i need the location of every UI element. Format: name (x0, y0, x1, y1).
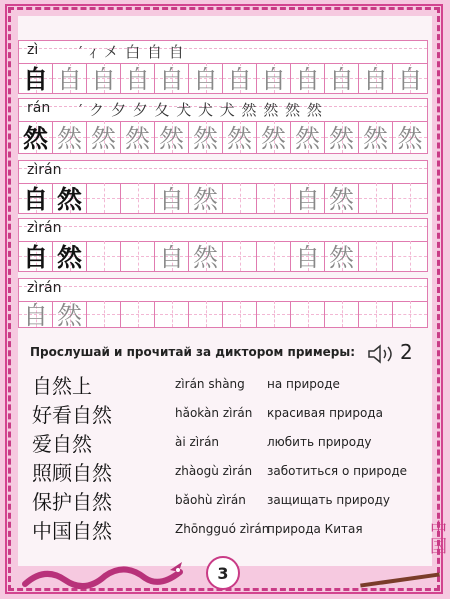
writing-cell[interactable] (121, 121, 155, 153)
cell-character: 然 (328, 185, 354, 214)
writing-cell[interactable] (223, 121, 257, 153)
cell-strip (19, 301, 427, 330)
cell-character: 然 (294, 124, 320, 153)
cell-character: 自 (22, 65, 48, 94)
writing-cell[interactable] (291, 121, 325, 153)
guide-line (19, 168, 427, 169)
cell-strip (19, 121, 427, 153)
writing-cell[interactable] (53, 121, 87, 153)
guide-line (19, 286, 427, 287)
cell-character: 然 (362, 124, 388, 153)
stroke-order: ′ ｨ 㐅 白 自 自 (79, 43, 185, 61)
writing-cell[interactable] (189, 63, 223, 93)
cell-character: 自 (124, 65, 150, 94)
cell-character: 自 (226, 65, 252, 94)
cell-character: 然 (56, 185, 82, 214)
cell-character: 然 (56, 243, 82, 272)
cell-character: 自 (397, 65, 423, 94)
cell-character: 自 (158, 185, 184, 214)
writing-cell[interactable] (325, 63, 359, 93)
writing-row (18, 40, 428, 94)
writing-cell[interactable] (19, 121, 53, 153)
writing-cell[interactable] (359, 241, 393, 271)
writing-row (18, 160, 428, 214)
row-pinyin: rán (27, 100, 51, 116)
writing-row (18, 218, 428, 272)
chinese-stamp: 中国 (426, 520, 446, 554)
example-row (32, 399, 432, 427)
cell-character: 然 (56, 301, 82, 330)
guide-line (19, 226, 427, 227)
cell-character: 自 (260, 65, 286, 94)
writing-cell[interactable] (19, 301, 53, 330)
cell-character: 自 (22, 301, 48, 330)
cell-character: 自 (362, 65, 388, 94)
writing-cell[interactable] (155, 63, 189, 93)
example-pinyin: hǎokàn zìrán (175, 406, 253, 420)
writing-cell[interactable] (223, 301, 257, 327)
writing-cell[interactable] (325, 183, 359, 213)
writing-cell[interactable] (291, 63, 325, 93)
example-pinyin: zhàogù zìrán (175, 464, 253, 478)
writing-cell[interactable] (87, 63, 121, 93)
writing-cell[interactable] (189, 241, 223, 271)
example-row (32, 370, 432, 398)
writing-cell[interactable] (257, 121, 291, 153)
cell-character: 自 (328, 65, 354, 94)
example-translation: защищать природу (267, 493, 390, 507)
example-translation: природа Китая (267, 522, 363, 536)
cell-character: 自 (56, 65, 82, 94)
cell-character: 然 (260, 124, 286, 153)
writing-cell[interactable] (19, 63, 53, 93)
cell-character: 自 (294, 243, 320, 272)
example-pinyin: zìrán shàng (175, 377, 245, 391)
cell-strip (19, 241, 427, 271)
writing-cell[interactable] (291, 241, 325, 271)
writing-cell[interactable] (155, 241, 189, 271)
cell-character: 自 (158, 65, 184, 94)
example-row (32, 457, 432, 485)
writing-cell[interactable] (19, 183, 53, 213)
section-heading: Прослушай и прочитай за диктором примеры: (30, 345, 356, 359)
example-pinyin: ài zìrán (175, 435, 220, 449)
writing-cell[interactable] (87, 121, 121, 153)
writing-cell[interactable] (121, 63, 155, 93)
example-hanzi: 保护自然 (32, 489, 112, 514)
row-pinyin: zì (27, 42, 39, 58)
example-hanzi: 自然上 (32, 373, 92, 398)
cell-character: 然 (22, 124, 48, 153)
writing-cell[interactable] (53, 183, 87, 213)
writing-cell[interactable] (291, 301, 325, 327)
cell-character: 然 (90, 124, 116, 153)
cell-character: 然 (192, 185, 218, 214)
cell-character: 自 (192, 65, 218, 94)
cell-character: 然 (124, 124, 150, 153)
cell-strip (19, 183, 427, 213)
writing-cell[interactable] (257, 63, 291, 93)
example-translation: красивая природа (267, 406, 383, 420)
cell-character: 然 (226, 124, 252, 153)
writing-cell[interactable] (291, 183, 325, 213)
cell-character: 自 (294, 185, 320, 214)
example-row (32, 515, 432, 543)
writing-cell[interactable] (121, 301, 155, 327)
example-translation: любить природу (267, 435, 372, 449)
example-hanzi: 照顾自然 (32, 460, 112, 485)
writing-cell[interactable] (189, 301, 223, 327)
writing-cell[interactable] (87, 301, 121, 327)
row-pinyin: zìrán (27, 162, 62, 178)
writing-cell[interactable] (53, 63, 87, 93)
example-hanzi: 好看自然 (32, 402, 112, 427)
cell-character: 然 (328, 243, 354, 272)
writing-cell[interactable] (393, 301, 427, 327)
cell-character: 自 (158, 243, 184, 272)
writing-cell[interactable] (359, 63, 393, 93)
writing-cell[interactable] (87, 241, 121, 271)
writing-cell[interactable] (393, 121, 427, 153)
writing-cell[interactable] (393, 241, 427, 271)
writing-cell[interactable] (325, 301, 359, 327)
row-pinyin: zìrán (27, 220, 62, 236)
example-pinyin: bǎohù zìrán (175, 493, 246, 507)
writing-cell[interactable] (121, 183, 155, 213)
dragon-illustration (20, 556, 190, 596)
example-translation: заботиться о природе (267, 464, 408, 478)
writing-cell[interactable] (155, 121, 189, 153)
writing-cell[interactable] (393, 63, 427, 93)
writing-cell[interactable] (121, 241, 155, 271)
page-number: 3 (206, 556, 240, 590)
writing-cell[interactable] (325, 121, 359, 153)
writing-cell[interactable] (393, 183, 427, 213)
example-row (32, 428, 432, 456)
writing-cell[interactable] (223, 241, 257, 271)
writing-cell[interactable] (53, 241, 87, 271)
writing-cell[interactable] (359, 183, 393, 213)
writing-cell[interactable] (189, 121, 223, 153)
writing-cell[interactable] (257, 183, 291, 213)
cell-character: 然 (158, 124, 184, 153)
cell-character: 然 (56, 124, 82, 153)
example-hanzi: 爱自然 (32, 431, 92, 456)
cell-character: 然 (192, 243, 218, 272)
example-row (32, 486, 432, 514)
writing-cell[interactable] (257, 241, 291, 271)
audio-track-number: 2 (400, 340, 413, 364)
writing-cell[interactable] (19, 241, 53, 271)
writing-cell[interactable] (87, 183, 121, 213)
writing-cell[interactable] (223, 63, 257, 93)
writing-cell[interactable] (223, 183, 257, 213)
writing-row (18, 98, 428, 154)
example-hanzi: 中国自然 (32, 518, 112, 543)
writing-cell[interactable] (359, 121, 393, 153)
writing-cell[interactable] (53, 301, 87, 330)
cell-character: 然 (397, 124, 423, 153)
example-pinyin: Zhōngguó zìrán (175, 522, 270, 536)
writing-cell[interactable] (155, 301, 189, 327)
writing-cell[interactable] (155, 183, 189, 213)
writing-cell[interactable] (359, 301, 393, 327)
writing-cell[interactable] (325, 241, 359, 271)
writing-cell[interactable] (189, 183, 223, 213)
cell-character: 自 (90, 65, 116, 94)
speaker-icon[interactable] (367, 343, 397, 369)
cell-character: 然 (192, 124, 218, 153)
cell-strip (19, 63, 427, 93)
cell-character: 自 (294, 65, 320, 94)
writing-cell[interactable] (257, 301, 291, 327)
cell-character: 然 (328, 124, 354, 153)
row-pinyin: zìrán (27, 280, 62, 296)
stroke-order: ′ ク 夕 夕 夂 犬 犬 犬 然 然 然 然 (79, 101, 323, 119)
example-translation: на природе (267, 377, 340, 391)
writing-row (18, 278, 428, 328)
cell-character: 自 (22, 185, 48, 214)
cell-character: 自 (22, 243, 48, 272)
